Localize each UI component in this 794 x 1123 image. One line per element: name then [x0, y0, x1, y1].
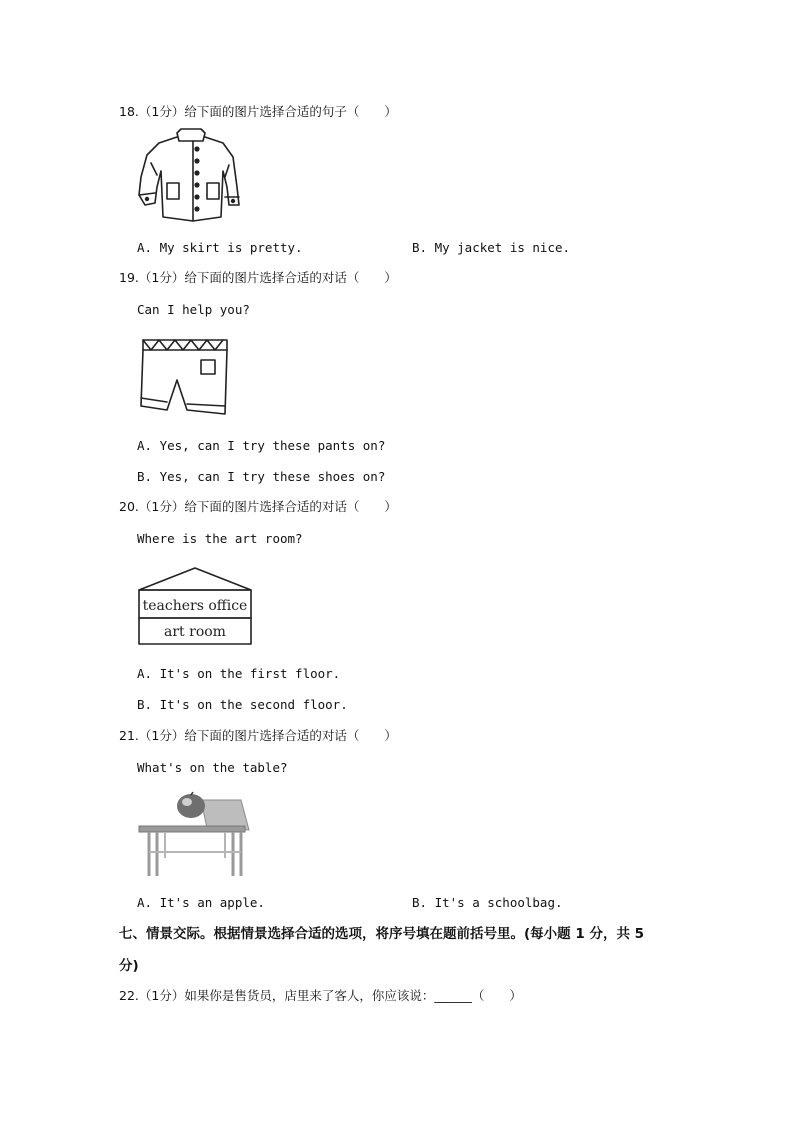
pants-image	[137, 336, 231, 418]
label-art-room: art room	[164, 624, 226, 640]
option-18-a[interactable]: A. My skirt is pretty.	[137, 240, 303, 255]
section-7-heading-line1: 七、情景交际。根据情景选择合适的选项，将序号填在题前括号里。(每小题 1 分，共 5	[119, 926, 645, 942]
jacket-image	[137, 127, 242, 225]
option-18-b[interactable]: B. My jacket is nice.	[412, 240, 571, 255]
section-7-heading-line2: 分)	[119, 958, 139, 974]
option-19-b[interactable]: B. Yes, can I try these shoes on?	[137, 469, 386, 484]
question-20-stem: 20.（1分）给下面的图片选择合适的对话（ ）	[119, 499, 397, 514]
label-teachers-office: teachers office	[142, 598, 248, 614]
table-apple-image	[137, 792, 249, 878]
question-22-stem: 22.（1分）如果你是售货员，店里来了客人，你应该说：______（ ）	[119, 988, 522, 1003]
option-20-b[interactable]: B. It's on the second floor.	[137, 697, 348, 712]
option-20-a[interactable]: A. It's on the first floor.	[137, 666, 341, 681]
question-18-stem: 18.（1分）给下面的图片选择合适的句子（ ）	[119, 104, 397, 119]
option-19-a[interactable]: A. Yes, can I try these pants on?	[137, 438, 386, 453]
question-19-stem: 19.（1分）给下面的图片选择合适的对话（ ）	[119, 270, 397, 285]
school-building-image	[137, 566, 253, 646]
option-21-b[interactable]: B. It's a schoolbag.	[412, 895, 563, 910]
option-21-a[interactable]: A. It's an apple.	[137, 895, 265, 910]
question-21-prompt: What's on the table?	[137, 760, 288, 775]
question-21-stem: 21.（1分）给下面的图片选择合适的对话（ ）	[119, 728, 397, 743]
question-19-prompt: Can I help you?	[137, 302, 250, 317]
question-20-prompt: Where is the art room?	[137, 531, 303, 546]
